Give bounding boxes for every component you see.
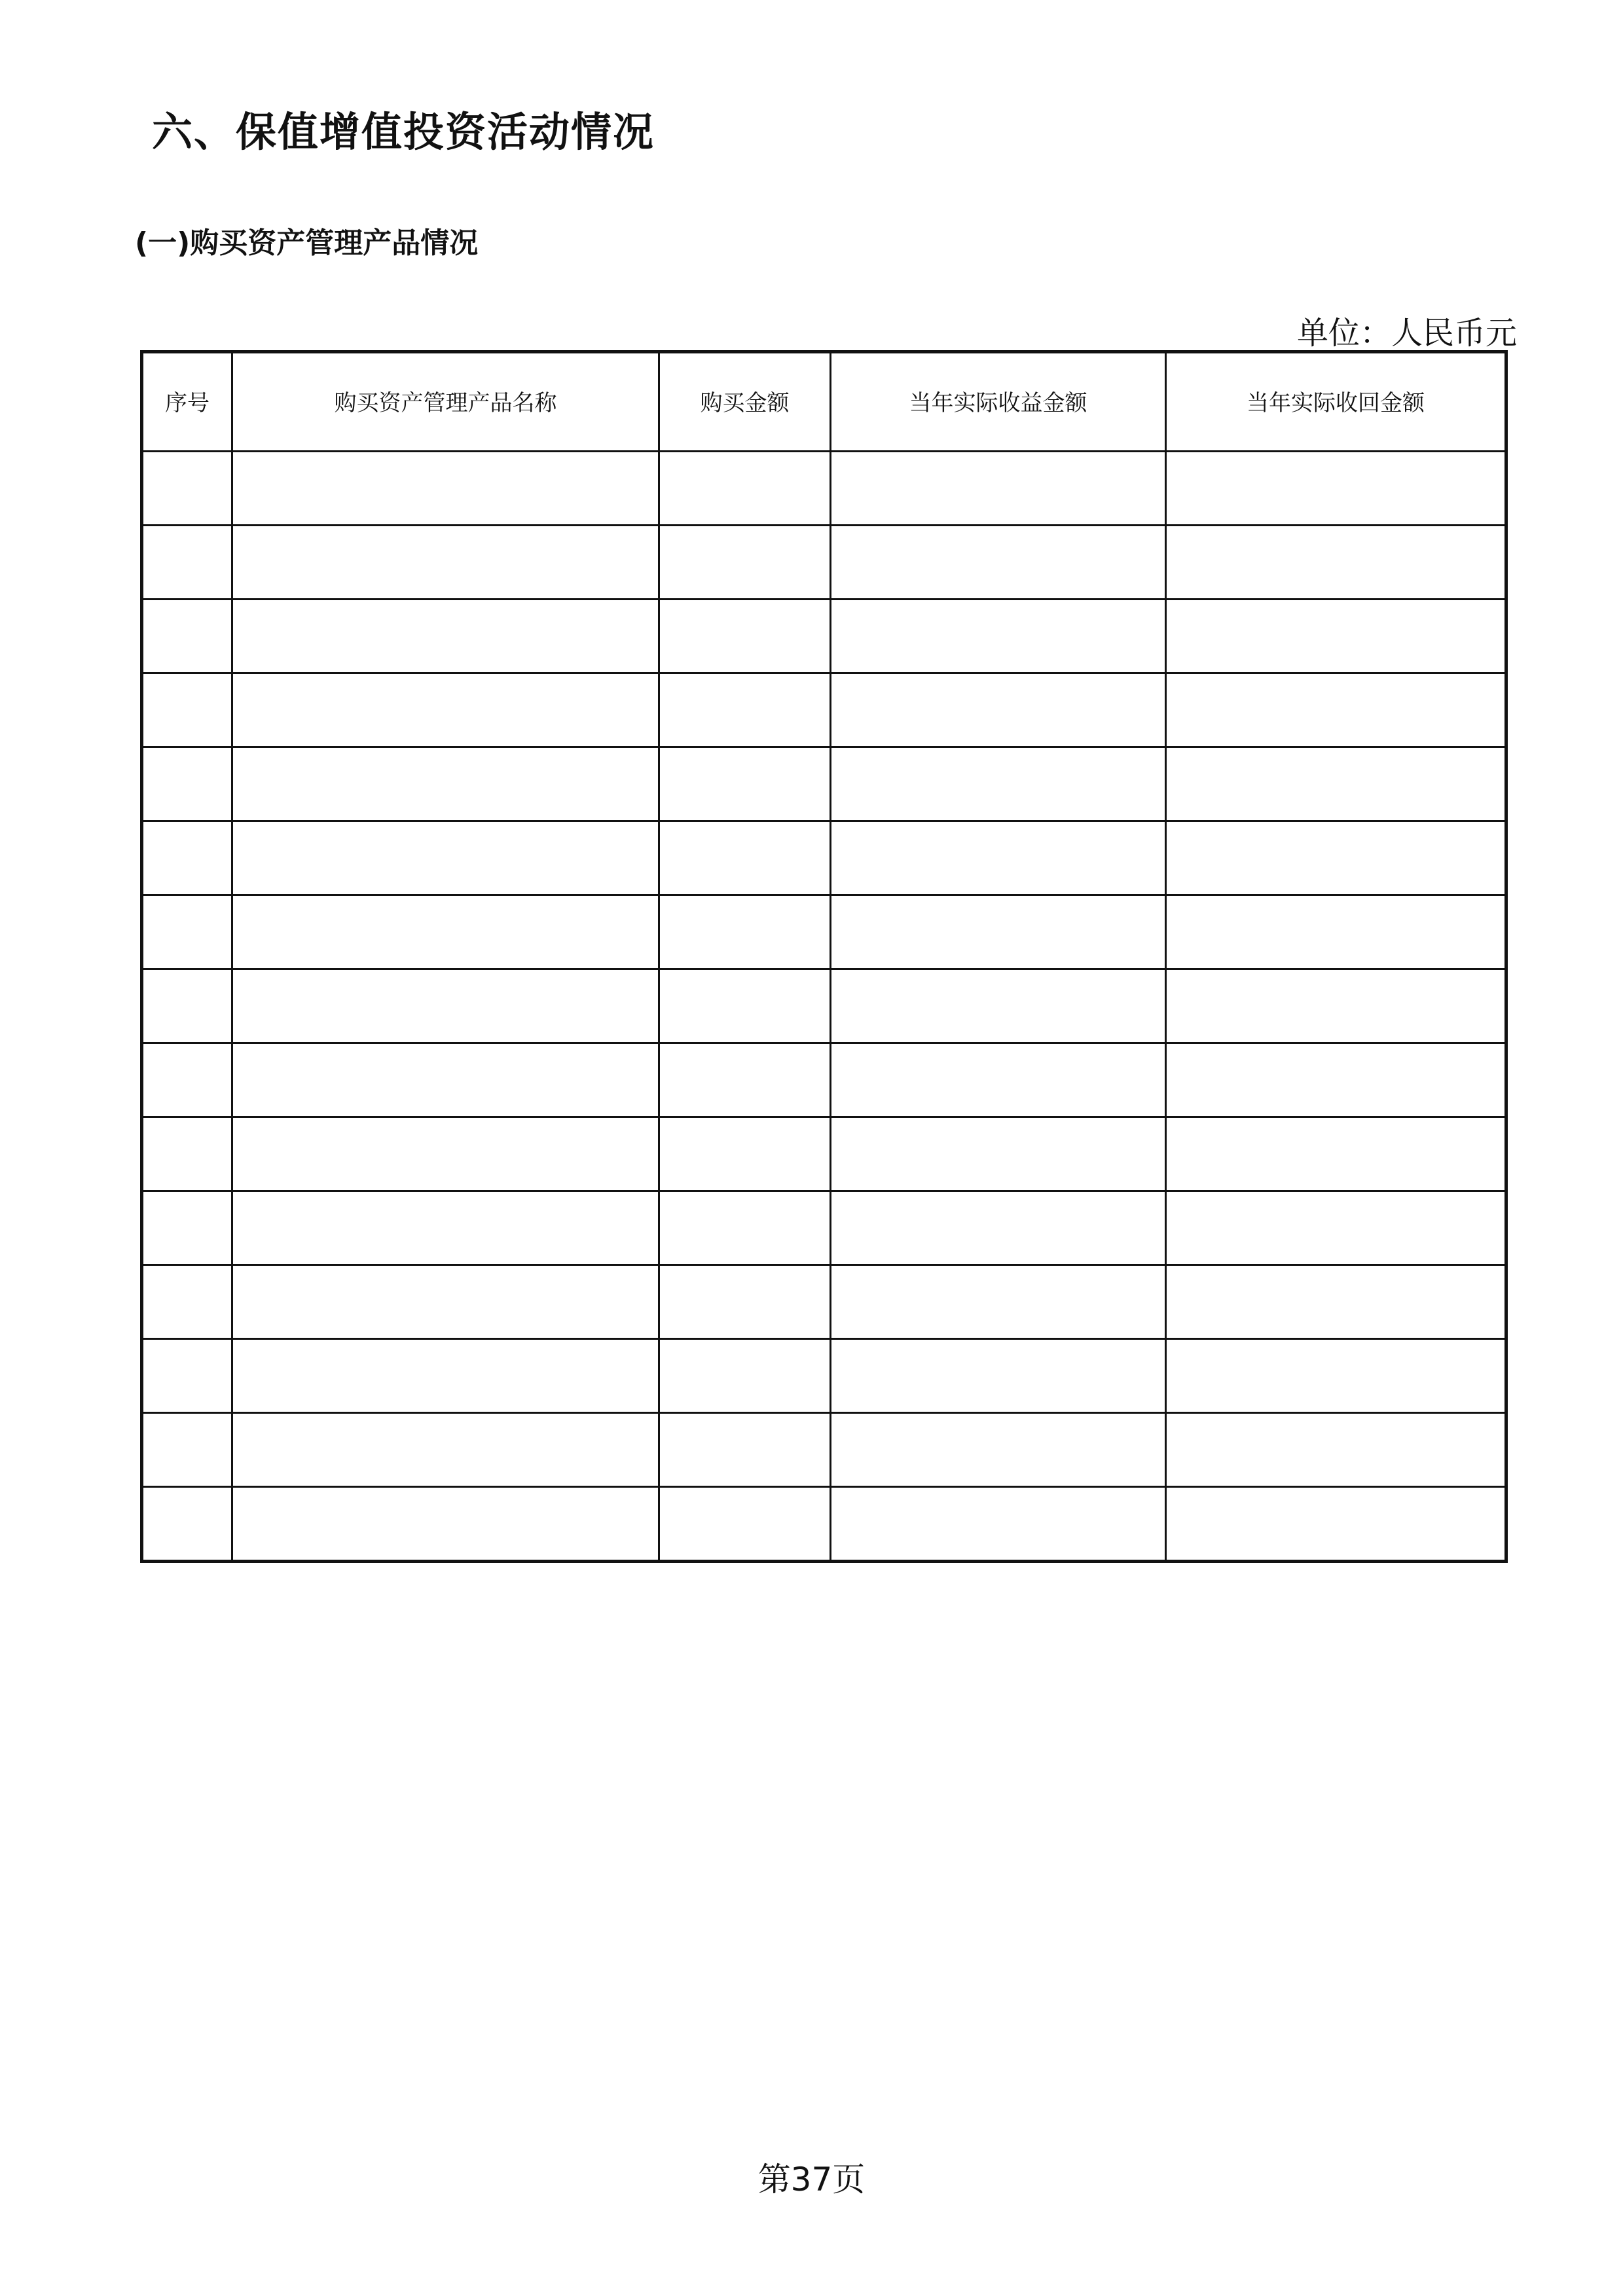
table-cell [1166, 747, 1506, 821]
table-row [142, 895, 1506, 969]
asset-product-table-container [140, 350, 1504, 1563]
table-cell [142, 600, 232, 673]
table-cell [232, 1043, 659, 1117]
table-cell [142, 1265, 232, 1339]
table-cell [659, 1265, 831, 1339]
table-cell [659, 747, 831, 821]
table-cell [659, 1191, 831, 1265]
table-cell [232, 452, 659, 526]
table-cell [831, 969, 1166, 1043]
table-cell [1166, 673, 1506, 747]
table-cell [1166, 895, 1506, 969]
table-cell [1166, 526, 1506, 600]
asset-product-table [140, 350, 1508, 1563]
table-cell [142, 452, 232, 526]
table-cell [831, 1117, 1166, 1191]
table-row [142, 821, 1506, 895]
table-cell [659, 1043, 831, 1117]
table-cell [1166, 1339, 1506, 1413]
table-cell [831, 1191, 1166, 1265]
table-cell [831, 1487, 1166, 1562]
table-cell [232, 673, 659, 747]
table-row [142, 452, 1506, 526]
table-cell [1166, 1487, 1506, 1562]
table-cell [831, 821, 1166, 895]
table-row [142, 1413, 1506, 1487]
table-cell [1166, 1043, 1506, 1117]
table-cell [142, 1117, 232, 1191]
table-body [142, 452, 1506, 1562]
table-cell [831, 526, 1166, 600]
subsection-title: (一)购买资产管理产品情况 [135, 226, 479, 260]
section-title: 六、保值增值投资活动情况 [152, 108, 655, 156]
table-row [142, 1117, 1506, 1191]
table-cell [659, 673, 831, 747]
table-cell [659, 526, 831, 600]
table-cell [659, 821, 831, 895]
table-cell [232, 526, 659, 600]
table-cell [232, 1191, 659, 1265]
table-cell [831, 1265, 1166, 1339]
table-row [142, 1265, 1506, 1339]
table-cell [1166, 821, 1506, 895]
table-cell [232, 747, 659, 821]
table-cell [659, 895, 831, 969]
table-cell [659, 1339, 831, 1413]
table-cell [232, 1413, 659, 1487]
table-cell [142, 673, 232, 747]
table-cell [232, 1265, 659, 1339]
table-cell [831, 895, 1166, 969]
table-cell [1166, 1191, 1506, 1265]
table-cell [232, 895, 659, 969]
table-cell [142, 747, 232, 821]
table-row [142, 673, 1506, 747]
header-product-name: 购买资产管理产品名称 [232, 352, 659, 452]
table-row [142, 747, 1506, 821]
unit-label: 单位：人民币元 [1296, 315, 1517, 351]
table-cell [142, 1191, 232, 1265]
header-seq: 序号 [142, 352, 232, 452]
table-cell [142, 1487, 232, 1562]
table-row [142, 969, 1506, 1043]
table-header-row [142, 352, 1506, 452]
table-cell [831, 1043, 1166, 1117]
table-row [142, 526, 1506, 600]
table-cell [659, 969, 831, 1043]
table-cell [831, 747, 1166, 821]
table-cell [831, 600, 1166, 673]
table-cell [142, 969, 232, 1043]
page-number: 第37页 [757, 2161, 866, 2198]
table-cell [831, 673, 1166, 747]
table-cell [232, 600, 659, 673]
table-cell [831, 1413, 1166, 1487]
table-cell [142, 821, 232, 895]
table-cell [1166, 969, 1506, 1043]
table-cell [232, 1487, 659, 1562]
table-cell [142, 895, 232, 969]
table-cell [659, 1487, 831, 1562]
table-cell [659, 1413, 831, 1487]
table-row [142, 600, 1506, 673]
table-cell [142, 1413, 232, 1487]
table-cell [232, 821, 659, 895]
table-cell [142, 526, 232, 600]
table-row [142, 1339, 1506, 1413]
table-cell [232, 969, 659, 1043]
table-cell [1166, 600, 1506, 673]
table-cell [831, 452, 1166, 526]
table-cell [1166, 452, 1506, 526]
table-cell [659, 600, 831, 673]
table-cell [232, 1339, 659, 1413]
header-purchase-amount: 购买金额 [659, 352, 831, 452]
table-cell [1166, 1265, 1506, 1339]
table-row [142, 1043, 1506, 1117]
table-cell [659, 1117, 831, 1191]
table-cell [142, 1339, 232, 1413]
table-cell [831, 1339, 1166, 1413]
header-annual-income: 当年实际收益金额 [831, 352, 1166, 452]
header-annual-recovered: 当年实际收回金额 [1166, 352, 1506, 452]
table-row [142, 1191, 1506, 1265]
table-cell [1166, 1413, 1506, 1487]
table-cell [1166, 1117, 1506, 1191]
table-cell [142, 1043, 232, 1117]
table-cell [232, 1117, 659, 1191]
table-row [142, 1487, 1506, 1562]
table-cell [659, 452, 831, 526]
